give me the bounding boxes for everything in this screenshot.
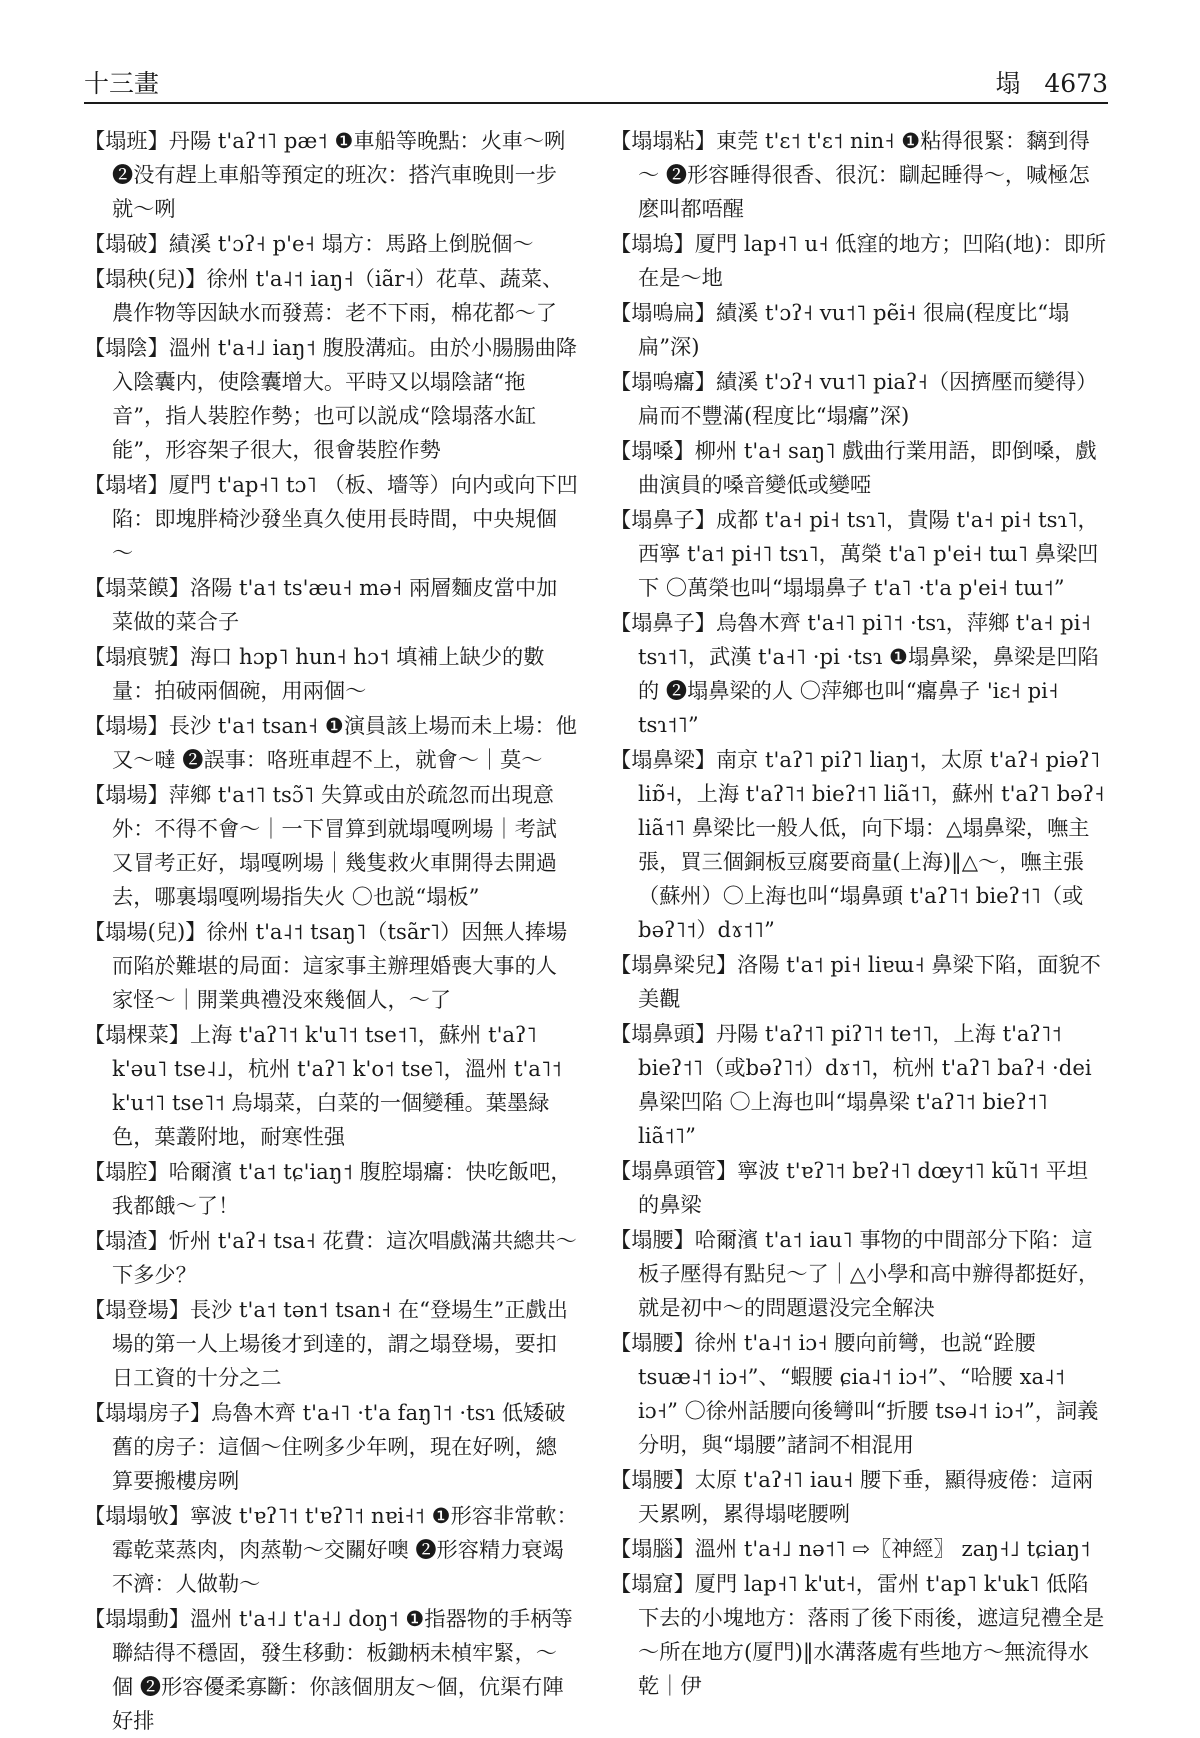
dictionary-entry: 【塌腰】太原 t'aʔ˧˥ iau˧ 腰下垂，顯得疲倦：這兩天累咧，累得塌咾腰咧 <box>610 1467 1094 1526</box>
dictionary-entry: 【塌班】丹陽 t'aʔ˦˥ pæ˦ ❶車船等晚點：火車～咧 ❷没有趕上車船等預定的班次：搭汽車晚則一步就～咧 <box>84 128 566 221</box>
dictionary-entry: 【塌棵菜】上海 t'aʔ˥˦ k'u˥˦ tse˦˥，蘇州 t'aʔ˥ k'əu˥ tse˨˩，杭州 t'aʔ˥ k'o˦ tse˥，溫州 t'a˥˦ k'u˦˥ tse˥˦ 烏塌菜，白菜的一個變種。葉墨緑色，葉叢附地，耐寒性强 <box>84 1022 562 1149</box>
dictionary-entry: 【塌嗓】柳州 t'a˧ saŋ˥ 戲曲行業用語，即倒嗓，戲曲演員的嗓音變低或變啞 <box>610 438 1097 497</box>
dictionary-entry: 【塌鼻子】成都 t'a˧ pi˧ tsɿ˥，貴陽 t'a˧ pi˧ tsɿ˥，西寧 t'a˦ pi˧˥ tsɿ˥，萬榮 t'a˥ p'ei˧ tɯ˥ 鼻梁凹下 〇萬榮也叫“塌塌鼻子 t'a˥ ·t'a p'ei˧ tɯ˦” <box>610 507 1099 600</box>
dictionary-entry: 【塌陰】溫州 t'a˧˩ iaŋ˦ 腹股溝疝。由於小腸腸曲降入陰囊内，使陰囊增大。平時又以塌陰諸“拖音”，指人裝腔作勢；也可以説成“陰塌落水缸能”，形容架子很大，很會裝腔作勢 <box>84 335 577 462</box>
page-header <box>84 58 1108 98</box>
dictionary-entry: 【塌塌房子】烏魯木齊 t'a˧˥ ·t'a faŋ˥˦ ·tsɿ 低矮破舊的房子：這個～住咧多少年咧，現在好咧，總算要搬樓房咧 <box>84 1400 566 1493</box>
dictionary-entry: 【塌場】長沙 t'a˦ tsan˧ ❶演員該上場而未上場：他又～噠 ❷誤事：咯班車趕不上，就會～｜莫～ <box>84 713 577 772</box>
dictionary-entry: 【塌腰】哈爾濱 t'a˦ iau˥ 事物的中間部分下陷：這板子壓得有點兒～了｜△小學和高中辦得都挺好，就是初中～的問題還没完全解決 <box>610 1227 1100 1320</box>
dictionary-entry: 【塌場】萍鄉 t'a˦˥ tsɔ̃˥ 失算或由於疏忽而出現意外：不得不會～｜一下冒算到就塌嘎咧場｜考試又冒考正好，塌嘎咧場｜幾隻救火車開得去開過去，哪裏塌嘎咧場指失火 〇也説“塌板” <box>84 782 557 909</box>
page-headword-and-number <box>996 64 1108 100</box>
dictionary-entry: 【塌鼻頭】丹陽 t'aʔ˦˥ piʔ˥˦ te˦˥，上海 t'aʔ˥˦ bieʔ˦˥（或bəʔ˥˦）dɤ˦˥，杭州 t'aʔ˥ baʔ˧ ·dei 鼻梁凹陷 〇上海也叫“塌鼻梁 t'aʔ˥˦ bieʔ˦˥ liã˦˥” <box>610 1021 1092 1148</box>
dictionary-entry: 【塌腦】溫州 t'a˧˩ nə˦˥ ⇨〖神經〗 zaŋ˧˩ tɕiaŋ˦ <box>610 1536 1091 1561</box>
right-column <box>610 124 1108 1698</box>
dictionary-entry: 【塌破】績溪 t'ɔʔ˧ p'e˧ 塌方：馬路上倒脱個～ <box>84 231 534 256</box>
dictionary-entry: 【塌腔】哈爾濱 t'a˦ tɕ'iaŋ˦ 腹腔塌癟：快吃飯吧，我都餓～了！ <box>84 1159 572 1218</box>
dictionary-entry: 【塌嗚扁】績溪 t'ɔʔ˧ vu˦˥ pẽi˧ 很扁(程度比“塌扁”深) <box>610 300 1070 359</box>
dictionary-entry: 【塌鼻梁】南京 t'aʔ˥ piʔ˥ liaŋ˦，太原 t'aʔ˧ piəʔ˥ liɒ̃˧，上海 t'aʔ˥˦ bieʔ˦˥ liã˦˥，蘇州 t'aʔ˥ bəʔ˧ liã˦˥ 鼻梁比一般人低，向下塌：△塌鼻梁，嘸主張，買三個銅板豆腐要商量(上海)‖△～，嘸主張（蘇州）〇上海也叫“塌鼻頭 t'aʔ˥˦ bieʔ˦˥（或bəʔ˥˦）dɤ˦˥” <box>610 747 1105 942</box>
left-column <box>84 124 578 1733</box>
dictionary-entry: 【塌痕號】海口 hɔp˥ hun˧ hɔ˦ 填補上缺少的數量：拍破兩個碗，用兩個～ <box>84 644 545 703</box>
section-title: 十三畫 <box>84 69 160 98</box>
page-number: 4673 <box>1044 69 1108 98</box>
dictionary-entry: 【塌嗚癟】績溪 t'ɔʔ˧ vu˦˥ piaʔ˧（因擠壓而變得）扁而不豐滿(程度比“塌癟”深) <box>610 369 1098 428</box>
dictionary-entry: 【塌塢】厦門 lap˧˥ u˧ 低窪的地方；凹陷(地)：即所在是～地 <box>610 231 1107 290</box>
dictionary-entry: 【塌登場】長沙 t'a˦ tən˦ tsan˧ 在“登場生”正戲出場的第一人上場後才到達的，謂之塌登場，要扣日工資的十分之二 <box>84 1297 568 1390</box>
dictionary-entry: 【塌菜饃】洛陽 t'a˦ ts'æu˧ mə˧ 兩層麵皮當中加菜做的菜合子 <box>84 575 558 634</box>
dictionary-entry: 【塌鼻梁兒】洛陽 t'a˦ pi˧ liɐɯ˧ 鼻梁下陷，面貌不美觀 <box>610 952 1101 1011</box>
dictionary-entry: 【塌腰】徐州 t'a˨˦ iɔ˧ 腰向前彎，也説“跧腰 tsuæ˨˦ iɔ˧”、“蝦腰 ɕia˨˦ iɔ˧”、“哈腰 xa˨˦ iɔ˧” 〇徐州話腰向後彎叫“折腰 tsə˨˦ iɔ˧”，詞義分明，與“塌腰”諸詞不相混用 <box>610 1330 1099 1457</box>
dictionary-entry: 【塌秧(兒)】徐州 t'a˨˦ iaŋ˧（iãr˧）花草、蔬菜、農作物等因缺水而發蔫：老不下雨，棉花都～了 <box>84 266 564 325</box>
dictionary-entry: 【塌渣】忻州 t'aʔ˧ tsa˧ 花費：這次唱戲滿共總共～下多少？ <box>84 1228 577 1287</box>
dictionary-entry: 【塌塌動】溫州 t'a˧˩ t'a˧˩ doŋ˦ ❶指器物的手柄等聯結得不穩固，發生移動：板鋤柄未楨牢緊，～個 ❷形容優柔寡斷：你該個朋友～個，伉渠冇陣好排 <box>84 1606 573 1733</box>
dictionary-entry: 【塌塌粘】東莞 t'ɛ˦ t'ɛ˦ nin˧ ❶粘得很緊：黐到得～ ❷形容睡得很香、很沉：瞓起睡得～，喊極怎麽叫都唔醒 <box>610 128 1090 221</box>
dictionary-entry: 【塌鼻頭管】寧波 t'ɐʔ˥˦ bɐʔ˧˥ dœy˦˥ kũ˥˦ 平坦的鼻梁 <box>610 1158 1088 1217</box>
dictionary-entry: 【塌窟】厦門 lap˧˥ k'ut˧，雷州 t'ap˥ k'uk˥ 低陷下去的小塊地方：落雨了後下雨後，遮這兒禮全是～所在地方(厦門)‖水溝落處有些地方～無流得水乾｜伊 <box>610 1571 1105 1698</box>
dictionary-entry: 【塌鼻子】烏魯木齊 t'a˧˥ pi˥˦ ·tsɿ，萍鄉 t'a˧ pi˧ tsɿ˦˥，武漢 t'a˧˥ ·pi ·tsɿ ❶塌鼻梁，鼻梁是凹陷的 ❷塌鼻梁的人 〇萍鄉也叫“癟鼻子 'iɛ˧ pi˧ tsɿ˦˥” <box>610 610 1099 737</box>
running-headword: 塌 <box>995 69 1021 98</box>
dictionary-entry: 【塌堵】厦門 t'ap˧˥ tɔ˥ （板、墻等）向内或向下凹陷：即塊胖椅沙發坐真久使用長時間，中央規個～ <box>84 472 578 565</box>
dictionary-entry: 【塌場(兒)】徐州 t'a˨˦ tsaŋ˥（tsãr˥）因無人捧場而陷於難堪的局面：這家事主辦理婚喪大事的人家怪～｜開業典禮没來幾個人，～了 <box>84 919 568 1012</box>
header-rule <box>84 102 1108 104</box>
dictionary-entry: 【塌塌敂】寧波 t'ɐʔ˥˦ t'ɐʔ˥˦ nɐi˧˦ ❶形容非常軟：霉乾菜蒸肉，肉蒸勒～交關好噢 ❷形容精力衰竭不濟：人做勒～ <box>84 1503 578 1596</box>
